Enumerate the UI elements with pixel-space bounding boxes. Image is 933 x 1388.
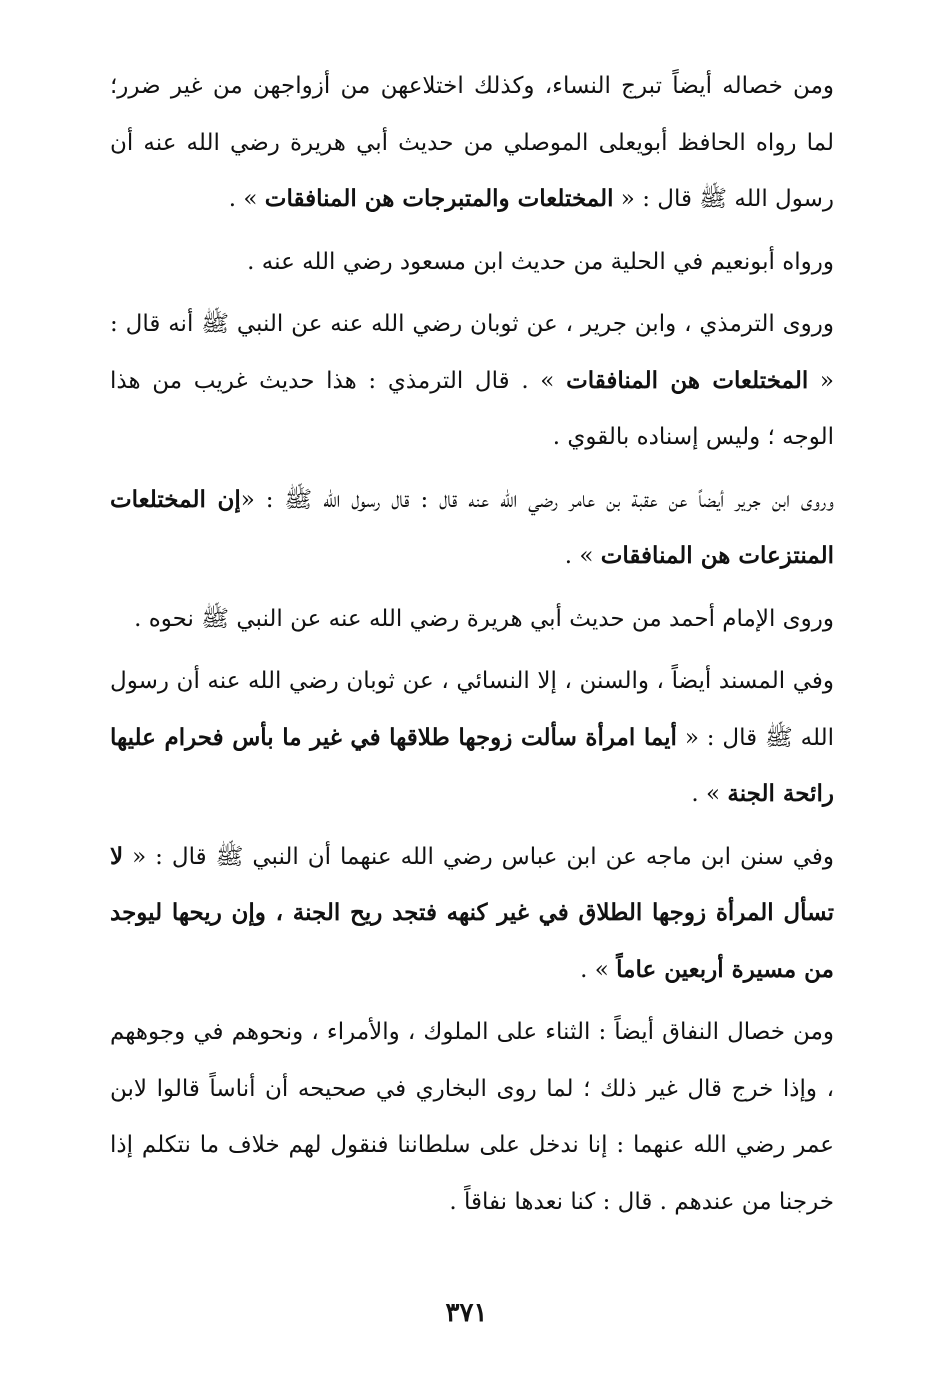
text-run: » . قال الترمذي : هذا حديث غريب من هذا الوجه ؛ وليس إسناده بالقوي .	[110, 367, 834, 450]
text-run: وفي المسند أيضاً ، والسنن ، إلا النسائي ، عن ثوبان رضي الله عنه أن رسول الله ﷺ قال : «	[110, 668, 834, 751]
text-run: وروى ابن جرير أيضاً عن عقبة بن عامر رضي الله عنه قال : قال رسول الله ﷺ : «	[240, 486, 834, 513]
page-body	[110, 58, 834, 1230]
paragraph	[110, 234, 834, 291]
hadith-text: المختلعات هن المنافقات	[566, 366, 809, 394]
text-run: ومن خصاله أيضاً تبرج النساء، وكذلك اختلاعهن من أزواجهن من غير ضرر؛ لما رواه الحافظ أبويعلى الموصلي من حديث أبي هريرة رضي الله عنه أن رسول الله ﷺ قال : «	[110, 73, 834, 212]
paragraph	[110, 653, 834, 823]
paragraph	[110, 472, 834, 585]
page-number: ٣٧١	[445, 1298, 488, 1328]
text-run: وروى الإمام أحمد من حديث أبي هريرة رضي الله عنه عن النبي ﷺ نحوه .	[134, 605, 834, 632]
text-run: وروى الترمذي ، وابن جرير ، عن ثوبان رضي الله عنه عن النبي ﷺ أنه قال : «	[110, 311, 835, 394]
hadith-text: المختلعات والمتبرجات هن المنافقات	[264, 185, 614, 212]
hadith-text: إن المختلعات المنتزعات هن المنافقات	[110, 485, 834, 569]
paragraph	[110, 1004, 834, 1230]
text-run: ومن خصال النفاق أيضاً : الثناء على الملوك ، والأمراء ، ونحوهم في وجوههم ، وإذا خرج قال غير ذلك ؛ لما روى البخاري في صحيحه أن أناساً قالوا لابن عمر رضي الله عنهما : إنا ندخل على سلطاننا فنقول لهم خلاف ما نتكلم إذا خرجنا من عندهم . قال : كنا نعدها نفاقاً .	[110, 1019, 834, 1215]
text-run: » .	[580, 956, 617, 983]
text-run: » .	[564, 543, 601, 569]
text-run: » .	[228, 186, 265, 212]
paragraph	[110, 829, 834, 999]
hadith-text: لا تسأل المرأة زوجها الطلاق في غير كنهه فتجد ريح الجنة ، وإن ريحها ليوجد من مسيرة أربعين عاماً	[110, 842, 834, 983]
text-run: وفي سنن ابن ماجه عن ابن عباس رضي الله عنهما أن النبي ﷺ قال : «	[123, 843, 834, 870]
text-run: » .	[691, 781, 728, 807]
paragraph	[110, 296, 834, 466]
paragraph	[110, 58, 834, 228]
paragraph	[110, 591, 834, 648]
hadith-text: أيما امرأة سألت زوجها طلاقها في غير ما بأس فحرام عليها رائحة الجنة	[110, 723, 834, 807]
text-run: ورواه أبونعيم في الحلية من حديث ابن مسعود رضي الله عنه .	[247, 248, 834, 275]
